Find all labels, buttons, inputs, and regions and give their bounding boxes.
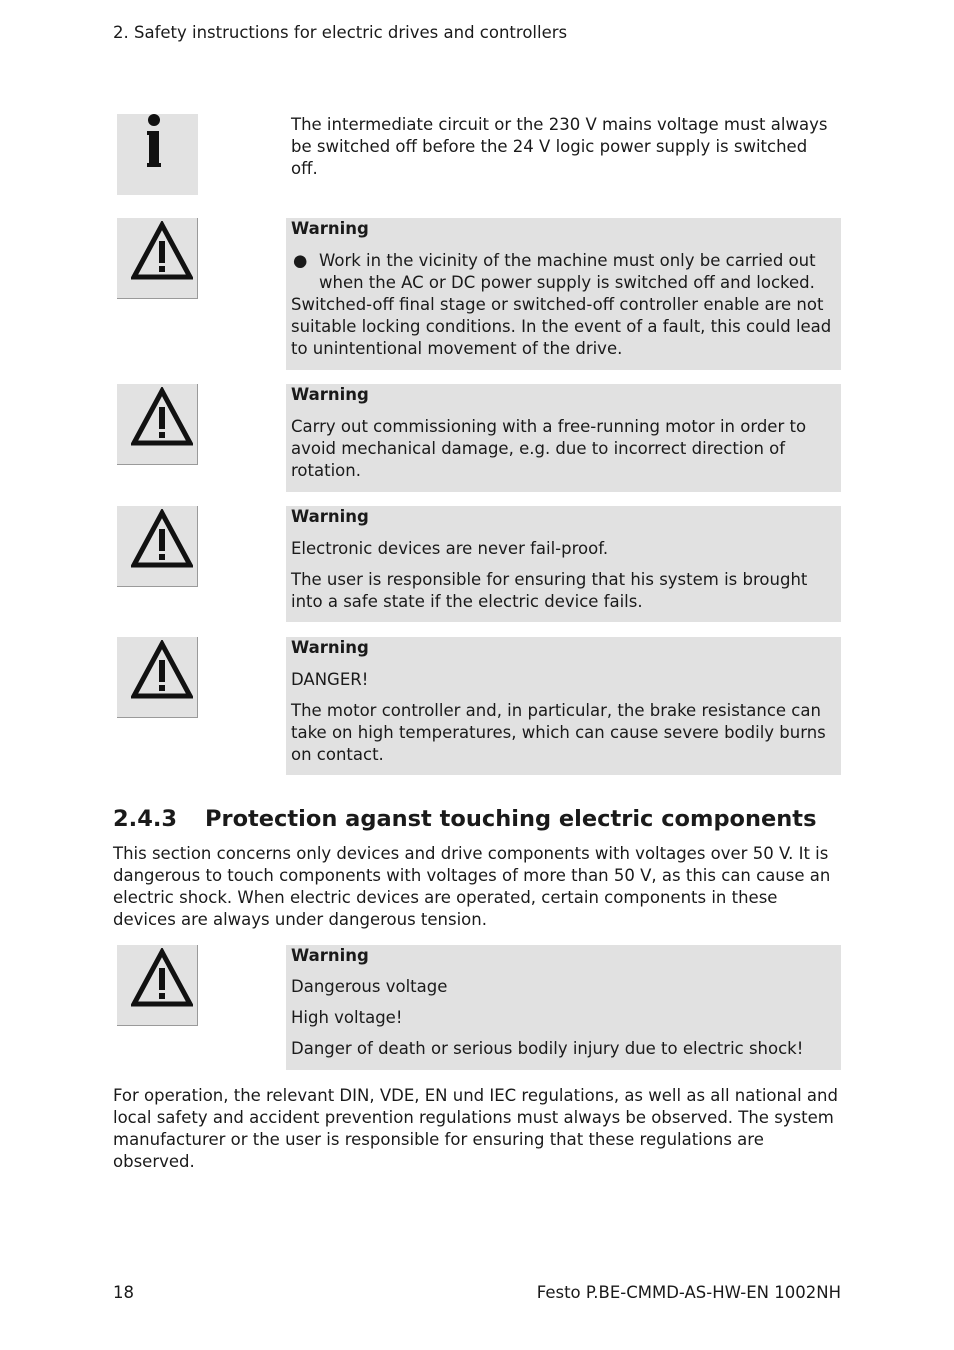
note-line: Electronic devices are never fail-proof. xyxy=(291,539,609,558)
note-line: Danger of death or serious bodily injury due to electric shock! xyxy=(291,1039,804,1058)
warning-title: Warning xyxy=(291,219,369,238)
section-title: Protection aganst touching electric components xyxy=(205,806,817,832)
note-line: High voltage! xyxy=(291,1008,403,1027)
note-line: Carry out commissioning with a free-running motor in order to avoid mechanical damage, e.g. due to incorrect direction of rotation. xyxy=(291,417,807,480)
warning-note-body xyxy=(286,218,841,370)
warning-note-body xyxy=(286,384,841,492)
warning-note-body xyxy=(286,506,841,622)
warning-title: Warning xyxy=(291,946,369,965)
warning-title: Warning xyxy=(291,507,369,526)
warning-triangle-icon xyxy=(117,218,198,299)
section-heading xyxy=(113,804,816,834)
section-intro: This section concerns only devices and drive components with voltages over 50 V. It is dangerous to touch components with voltages of more than 50 V, as this can cause an electric shock. When electric devices are operated, certain components in these devices are always under dangerous tension. xyxy=(113,844,831,929)
section-number: 2.4.3 xyxy=(113,806,178,832)
note-line: Dangerous voltage xyxy=(291,977,448,996)
warning-title: Warning xyxy=(291,638,369,657)
warning-triangle-icon xyxy=(117,384,198,465)
note-line: The user is responsible for ensuring that his system is brought into a safe state if the electric device fails. xyxy=(291,570,808,611)
warning-title: Warning xyxy=(291,385,369,404)
note-line: The motor controller and, in particular, the brake resistance can take on high temperatures, which can cause severe bodily burns on contact. xyxy=(291,701,826,764)
closing-paragraph: For operation, the relevant DIN, VDE, EN und IEC regulations, as well as all national and local safety and accident prevention regulations must always be observed. The system manufacturer or the user is responsible for ensuring that these regulations are observed. xyxy=(113,1086,838,1171)
page-number: 18 xyxy=(113,1283,134,1302)
document-id: Festo P.BE-CMMD-AS-HW-EN 1002NH xyxy=(536,1283,841,1302)
bullet-text: Work in the vicinity of the machine must only be carried out when the AC or DC power supply is switched off and locked. xyxy=(319,251,816,292)
note-line: The intermediate circuit or the 230 V mains voltage must always be switched off before the 24 V logic power supply is switched off. xyxy=(291,115,828,178)
warning-triangle-icon xyxy=(117,945,198,1026)
info-note-text xyxy=(286,114,841,180)
warning-note-body xyxy=(286,945,841,1070)
note-line: DANGER! xyxy=(291,670,369,689)
bullet-item xyxy=(291,250,836,294)
info-icon xyxy=(117,114,198,195)
running-header: 2. Safety instructions for electric drives and controllers xyxy=(113,23,568,42)
warning-triangle-icon xyxy=(117,506,198,587)
warning-triangle-icon xyxy=(117,637,198,718)
warning-note-body xyxy=(286,637,841,775)
note-line: Switched-off final stage or switched-off controller enable are not suitable locking conditions. In the event of a fault, this could lead to unintentional movement of the drive. xyxy=(291,295,832,358)
bullet-dot-icon: ● xyxy=(293,251,308,270)
